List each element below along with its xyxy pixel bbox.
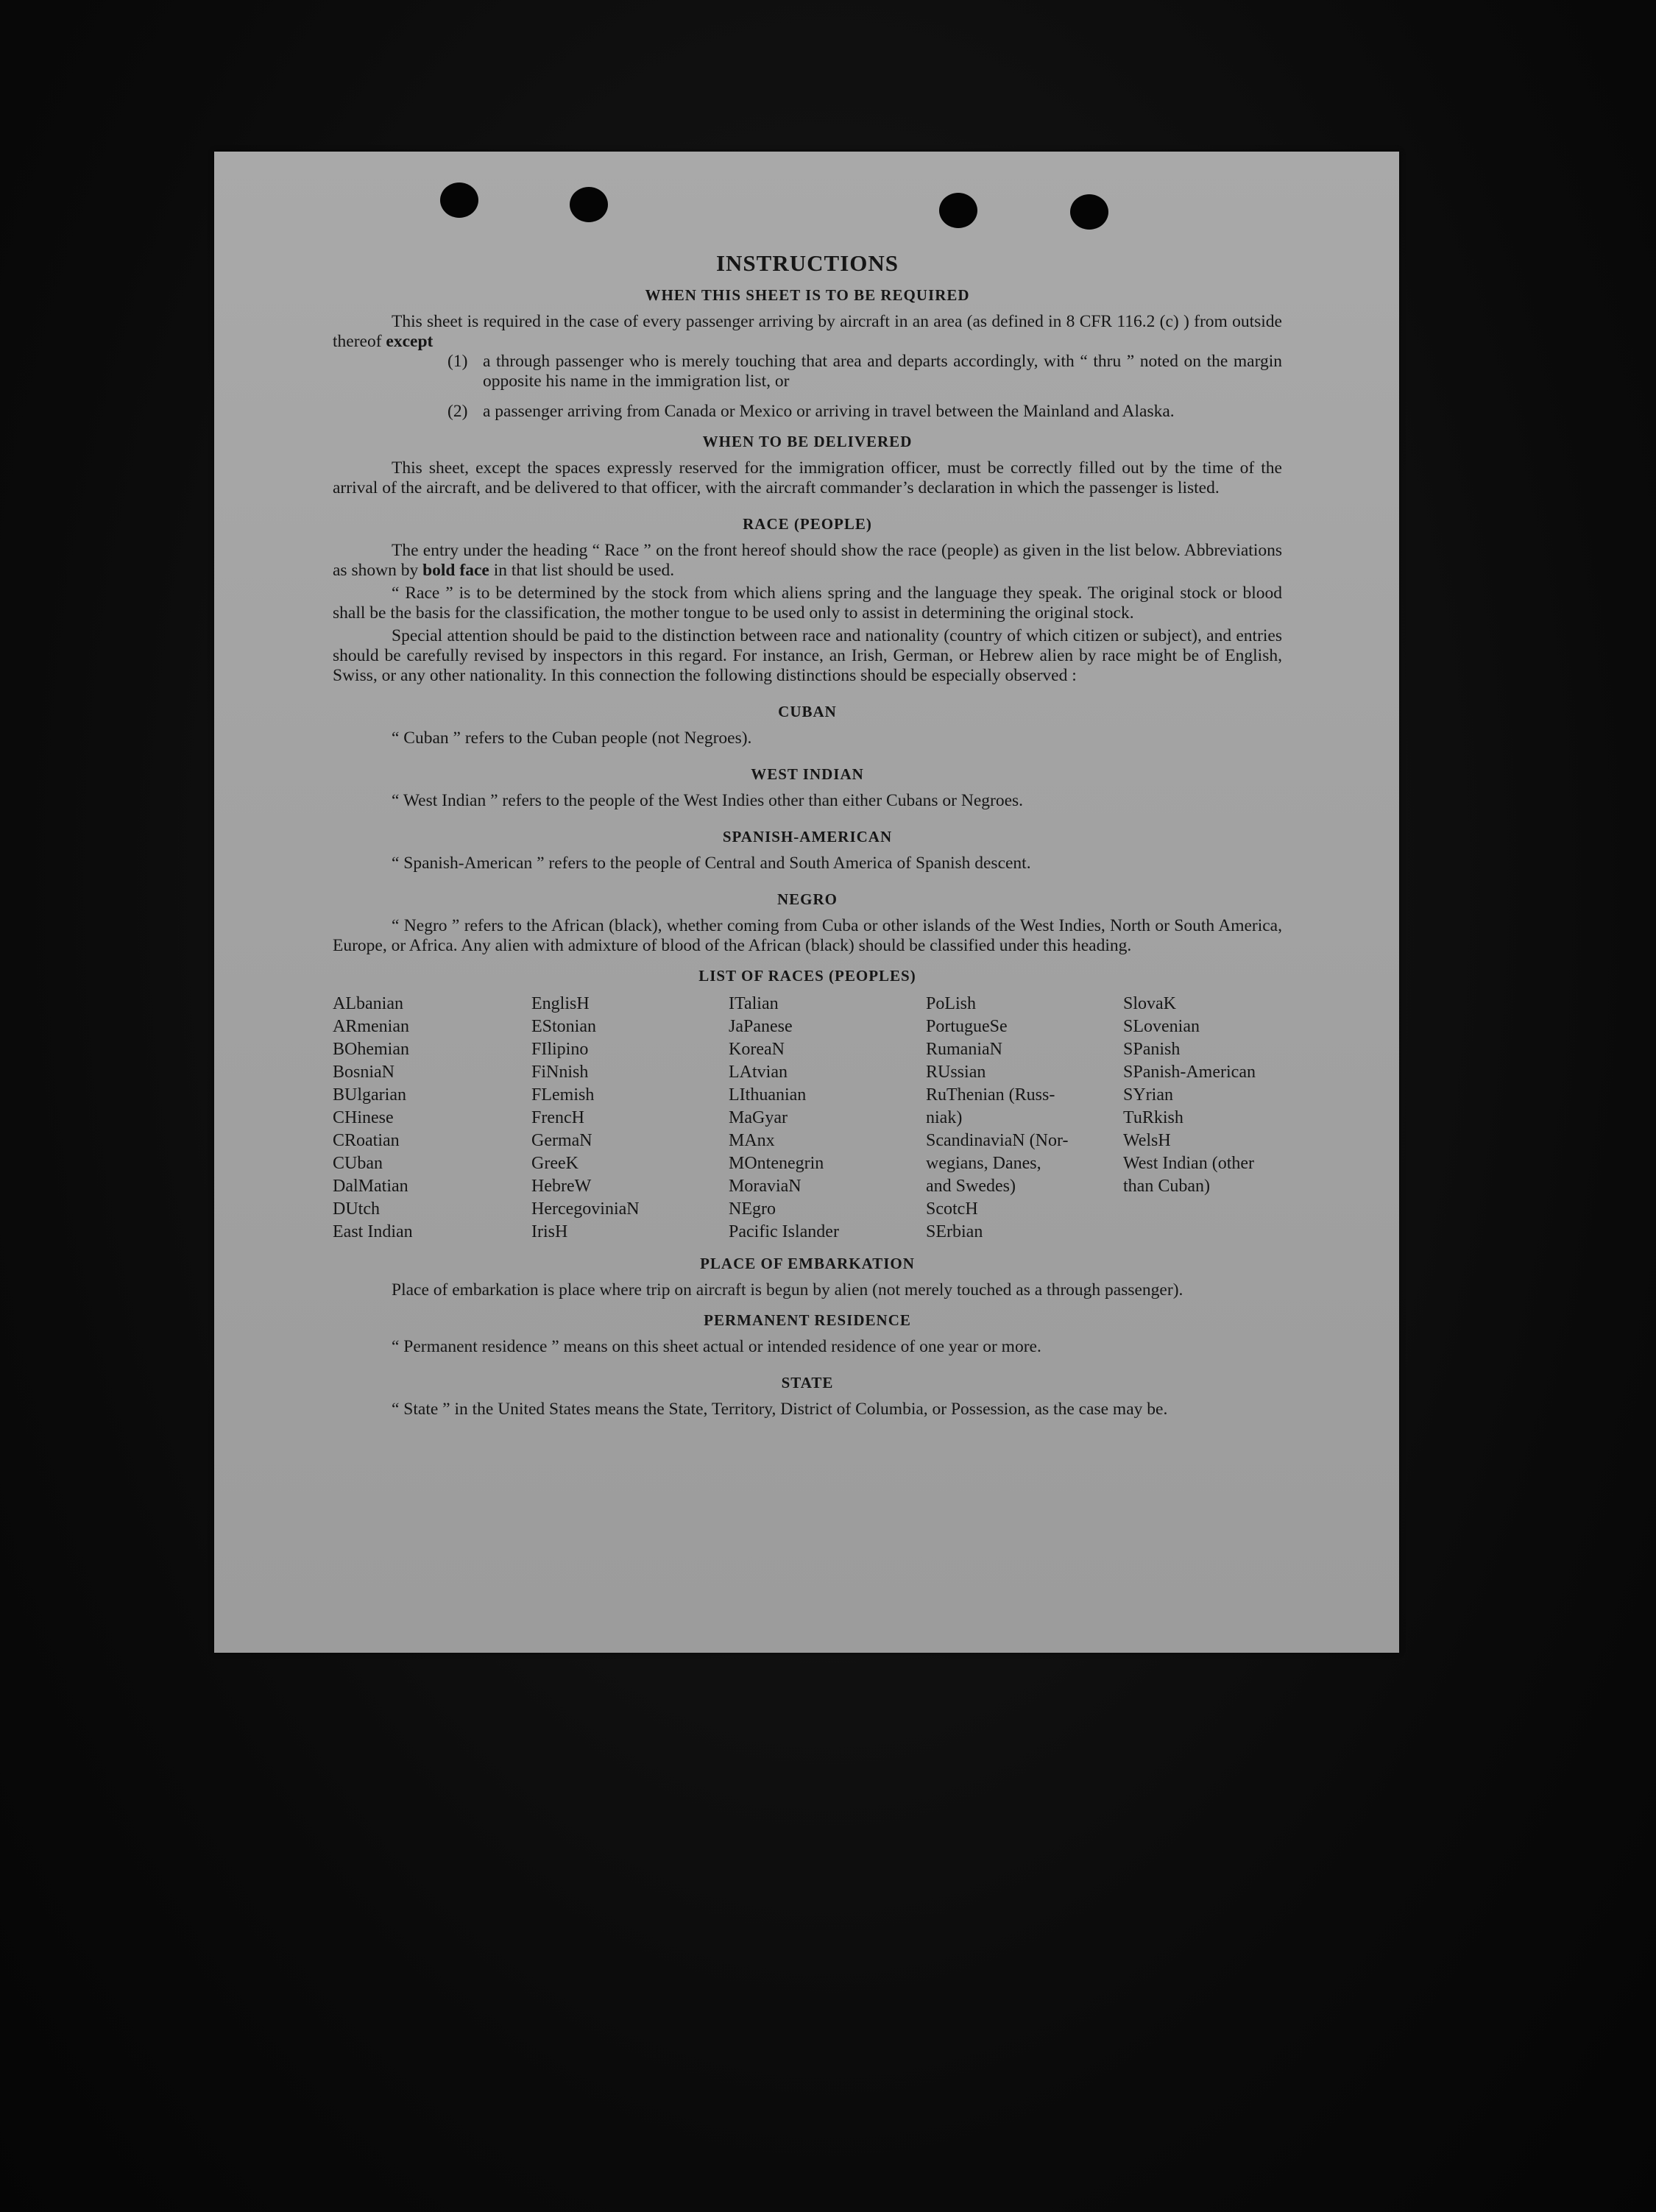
- punch-hole: [440, 182, 478, 218]
- race-entry: RumaniaN: [926, 1040, 1002, 1059]
- race-entry: TuRkish: [1123, 1108, 1183, 1127]
- when-delivered-text: This sheet, except the spaces expressly reserved for the immigration officer, must be correctly filled out by the time of the arrival of the aircraft, and be delivered to that officer, with the aircraft commander’s declaration in which the passenger is listed.: [333, 458, 1282, 497]
- race-entry: EStonian: [531, 1017, 596, 1036]
- race-entry: East Indian: [333, 1222, 413, 1241]
- race-entry: ARmenian: [333, 1017, 409, 1036]
- race-entry: BosniaN: [333, 1063, 394, 1082]
- heading-when-required: WHEN THIS SHEET IS TO BE REQUIRED: [645, 286, 970, 304]
- race-entry: MOntenegrin: [729, 1154, 824, 1173]
- race-entry: PoLish: [926, 994, 977, 1013]
- punch-hole: [570, 187, 608, 222]
- race-entry: LIthuanian: [729, 1085, 807, 1105]
- race-entry: FrencH: [531, 1108, 584, 1127]
- race-entry: ALbanian: [333, 994, 403, 1013]
- heading-race: RACE (PEOPLE): [743, 515, 872, 533]
- heading-when-delivered: WHEN TO BE DELIVERED: [702, 433, 913, 450]
- race-entry: NEgro: [729, 1199, 776, 1219]
- race-entry: ITalian: [729, 994, 779, 1013]
- document-sheet: [214, 152, 1399, 1653]
- race-entry: HercegoviniaN: [531, 1199, 640, 1219]
- race-entry: MoraviaN: [729, 1177, 802, 1196]
- race-entry: CUban: [333, 1154, 383, 1173]
- race-entry: FLemish: [531, 1085, 595, 1105]
- race-entry: PortugueSe: [926, 1017, 1008, 1036]
- race-entry: SYrian: [1123, 1085, 1173, 1105]
- race-entry: CHinese: [333, 1108, 394, 1127]
- race-entry: SPanish-American: [1123, 1063, 1256, 1082]
- race-entry: MAnx: [729, 1131, 775, 1150]
- race-paragraph-2: “ Race ” is to be determined by the stock from which aliens spring and the language they speak. The original stock or blood shall be the basis for the classification, the mother tongue to be used only to assist in determining the original stock.: [333, 584, 1282, 623]
- race-entry: West Indian (other than Cuban): [1123, 1154, 1255, 1196]
- race-entry: DUtch: [333, 1199, 380, 1219]
- race-entry: HebreW: [531, 1177, 592, 1196]
- cuban-text: “ Cuban ” refers to the Cuban people (not Negroes).: [392, 729, 752, 748]
- race-entry: ScotcH: [926, 1199, 978, 1219]
- race-paragraph-1: The entry under the heading “ Race ” on the front hereof should show the race (people) as given in the list below. Abbreviations as shown by bold face in that list should be used.: [333, 541, 1282, 580]
- race-entry: LAtvian: [729, 1063, 788, 1082]
- race-entry: JaPanese: [729, 1017, 793, 1036]
- race-entry: ScandinaviaN (Nor- wegians, Danes, and Swedes): [926, 1131, 1069, 1196]
- exception-item-2: (2) a passenger arriving from Canada or Mexico or arriving in travel between the Mainland and Alaska.: [447, 402, 1175, 421]
- race-entry: EnglisH: [531, 994, 590, 1013]
- race-entry: RuThenian (Russ- niak): [926, 1085, 1055, 1127]
- heading-state: STATE: [781, 1374, 834, 1392]
- race-entry: SPanish: [1123, 1040, 1181, 1059]
- race-entry: FiNnish: [531, 1063, 589, 1082]
- race-entry: GermaN: [531, 1131, 592, 1150]
- punch-hole: [1070, 194, 1108, 230]
- race-entry: RUssian: [926, 1063, 986, 1082]
- instructions-content: [333, 250, 1282, 1419]
- when-required-intro: This sheet is required in the case of every passenger arriving by aircraft in an area (as defined in 8 CFR 116.2 (c) ) from outside thereof except: [333, 312, 1282, 351]
- spanish-american-text: “ Spanish-American ” refers to the people of Central and South America of Spanish descent.: [392, 854, 1031, 873]
- races-column: [1123, 993, 1282, 1244]
- race-entry: BUlgarian: [333, 1085, 406, 1105]
- races-column: [926, 993, 1123, 1244]
- race-entry: IrisH: [531, 1222, 568, 1241]
- heading-cuban: CUBAN: [778, 703, 837, 720]
- heading-list-of-races: LIST OF RACES (PEOPLES): [698, 967, 916, 985]
- heading-spanish-american: SPANISH-AMERICAN: [722, 828, 893, 846]
- page-title: INSTRUCTIONS: [715, 250, 899, 276]
- races-list: [333, 993, 1282, 1244]
- race-entry: SErbian: [926, 1222, 983, 1241]
- west-indian-text: “ West Indian ” refers to the people of the West Indies other than either Cubans or Negroes.: [392, 791, 1024, 810]
- race-entry: BOhemian: [333, 1040, 409, 1059]
- race-entry: KoreaN: [729, 1040, 785, 1059]
- race-entry: FIlipino: [531, 1040, 589, 1059]
- race-entry: WelsH: [1123, 1131, 1171, 1150]
- heading-negro: NEGRO: [776, 890, 838, 908]
- race-paragraph-3: Special attention should be paid to the distinction between race and nationality (country of which citizen or subject), and entries should be carefully revised by inspectors in this regard. For instance, an Irish, German, or Hebrew alien by race might be of English, Swiss, or any other nationality. In this connection the following distinctions should be especially observed :: [333, 626, 1282, 685]
- race-entry: SLovenian: [1123, 1017, 1200, 1036]
- race-entry: GreeK: [531, 1154, 578, 1173]
- heading-west-indian: WEST INDIAN: [751, 765, 864, 783]
- heading-embarkation: PLACE OF EMBARKATION: [700, 1255, 915, 1272]
- races-column: [531, 993, 729, 1244]
- permanent-residence-text: “ Permanent residence ” means on this sheet actual or intended residence of one year or more.: [392, 1337, 1041, 1356]
- races-column: [729, 993, 926, 1244]
- races-column: [333, 993, 531, 1244]
- race-entry: DalMatian: [333, 1177, 408, 1196]
- race-entry: Pacific Islander: [729, 1222, 839, 1241]
- exception-item-1: (1) a through passenger who is merely touching that area and departs accordingly, with “ thru ” noted on the margin opposite his name in the immigration list, or: [447, 352, 1282, 391]
- race-entry: CRoatian: [333, 1131, 400, 1150]
- punch-hole: [939, 193, 977, 228]
- heading-permanent-residence: PERMANENT RESIDENCE: [704, 1311, 911, 1329]
- state-text: “ State ” in the United States means the State, Territory, District of Columbia, or Possession, as the case may be.: [392, 1400, 1168, 1419]
- embarkation-text: Place of embarkation is place where trip on aircraft is begun by alien (not merely touched as a through passenger).: [392, 1280, 1183, 1300]
- negro-text: “ Negro ” refers to the African (black), whether coming from Cuba or other islands of the West Indies, North or South America, Europe, or Africa. Any alien with admixture of blood of the African (black) should be classified under this heading.: [333, 916, 1282, 955]
- race-entry: MaGyar: [729, 1108, 788, 1127]
- race-entry: SlovaK: [1123, 994, 1176, 1013]
